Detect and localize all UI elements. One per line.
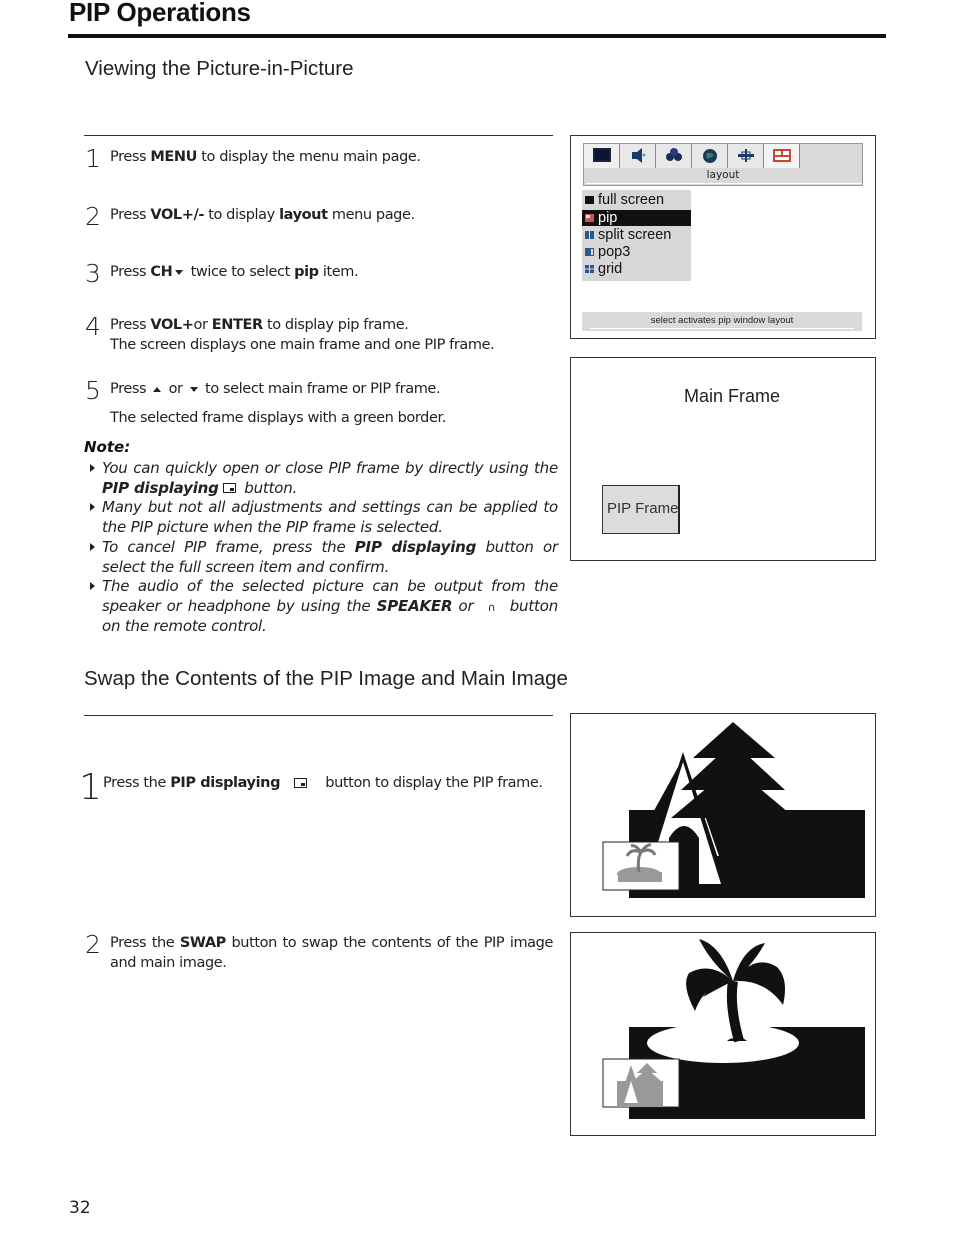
step-number: 4 xyxy=(85,312,101,341)
note-item: Many but not all adjustments and settings can be applied to the PIP picture when the PIP frame is selected. xyxy=(90,498,558,537)
note-item: To cancel PIP frame, press the PIP displaying button or select the full screen item and confirm. xyxy=(90,538,558,577)
layout-icon xyxy=(773,148,791,163)
headphone-icon: ∩ xyxy=(487,600,496,614)
tab-layout[interactable] xyxy=(764,144,800,168)
step-text: Press CH twice to select pip item. xyxy=(110,264,359,280)
step-text: Press VOL+or ENTER to display pip frame. The screen displays one main frame and one PIP frame. xyxy=(110,317,495,353)
pip-button-icon xyxy=(294,778,307,788)
bullet-arrow-icon xyxy=(90,543,95,551)
full-screen-icon xyxy=(585,196,594,204)
tent-tree-scene xyxy=(571,714,875,916)
pip-button-icon xyxy=(223,483,236,493)
tab-channel[interactable] xyxy=(656,144,692,168)
step-number: 2 xyxy=(85,930,101,959)
pip-icon xyxy=(585,214,594,222)
pip-frame-label: PIP Frame xyxy=(607,500,679,517)
palm-island-scene xyxy=(571,933,875,1135)
tab-globe[interactable] xyxy=(692,144,728,168)
step-text: Press or to select main frame or PIP frame. xyxy=(110,381,441,397)
menu-status-bar: select activates pip window layout xyxy=(582,312,862,331)
tab-picture[interactable] xyxy=(584,144,620,168)
menu-item-split-screen[interactable]: split screen xyxy=(582,227,691,243)
step-text-line2: The selected frame displays with a green border. xyxy=(110,410,446,426)
step-number: 1 xyxy=(79,767,102,808)
menu-page-label: layout xyxy=(706,169,740,181)
step-number: 1 xyxy=(85,144,101,173)
section-divider xyxy=(84,715,553,716)
bullet-arrow-icon xyxy=(90,503,95,511)
menu-item-grid[interactable]: grid xyxy=(582,261,691,277)
step-text: Press the PIP displaying button to display the PIP frame. xyxy=(103,775,543,791)
section-heading-viewing-pip: Viewing the Picture-in-Picture xyxy=(85,57,354,80)
page-title: PIP Operations xyxy=(69,0,251,27)
step-number: 5 xyxy=(85,376,101,405)
step-text: Press the SWAP button to swap the contents of the PIP image and main image. xyxy=(110,935,553,971)
swap-before-illustration xyxy=(570,713,876,917)
globe-icon xyxy=(701,148,719,163)
title-divider xyxy=(68,34,886,38)
note-item: The audio of the selected picture can be output from the speaker or headphone by using the SPEAKER or ∩ button on the remote control. xyxy=(90,577,558,637)
grid-icon xyxy=(585,265,594,273)
picture-icon xyxy=(593,148,611,163)
section-heading-swap: Swap the Contents of the PIP Image and Main Image xyxy=(84,667,568,690)
section-divider xyxy=(84,135,553,136)
step-number: 2 xyxy=(85,202,101,231)
note-item: You can quickly open or close PIP frame by directly using the PIP displaying button. xyxy=(90,459,558,498)
swap-after-illustration xyxy=(570,932,876,1136)
arrow-down-icon xyxy=(175,270,183,275)
setup-icon xyxy=(737,148,755,163)
bullet-arrow-icon xyxy=(90,582,95,590)
menu-item-pop3[interactable]: pop3 xyxy=(582,244,691,260)
bullet-arrow-icon xyxy=(90,464,95,472)
channel-icon xyxy=(665,148,683,163)
tab-underline xyxy=(586,183,862,184)
step-text: Press VOL+/- to display layout menu page. xyxy=(110,207,415,223)
main-frame-label: Main Frame xyxy=(683,386,781,406)
menu-item-full-screen[interactable]: full screen xyxy=(582,192,691,208)
sound-icon xyxy=(629,148,647,163)
tab-sound[interactable] xyxy=(620,144,656,168)
menu-item-pip[interactable]: pip xyxy=(582,210,691,226)
page-number: 32 xyxy=(69,1198,91,1218)
layout-menu-list xyxy=(582,190,691,281)
arrow-down-icon xyxy=(190,387,198,392)
split-screen-icon xyxy=(585,231,594,239)
step-number: 3 xyxy=(85,259,101,288)
pop3-icon xyxy=(585,248,594,256)
tab-setup[interactable] xyxy=(728,144,764,168)
note-label: Note: xyxy=(84,438,131,456)
arrow-up-icon xyxy=(153,387,161,392)
step-text: Press MENU to display the menu main page. xyxy=(110,149,421,165)
